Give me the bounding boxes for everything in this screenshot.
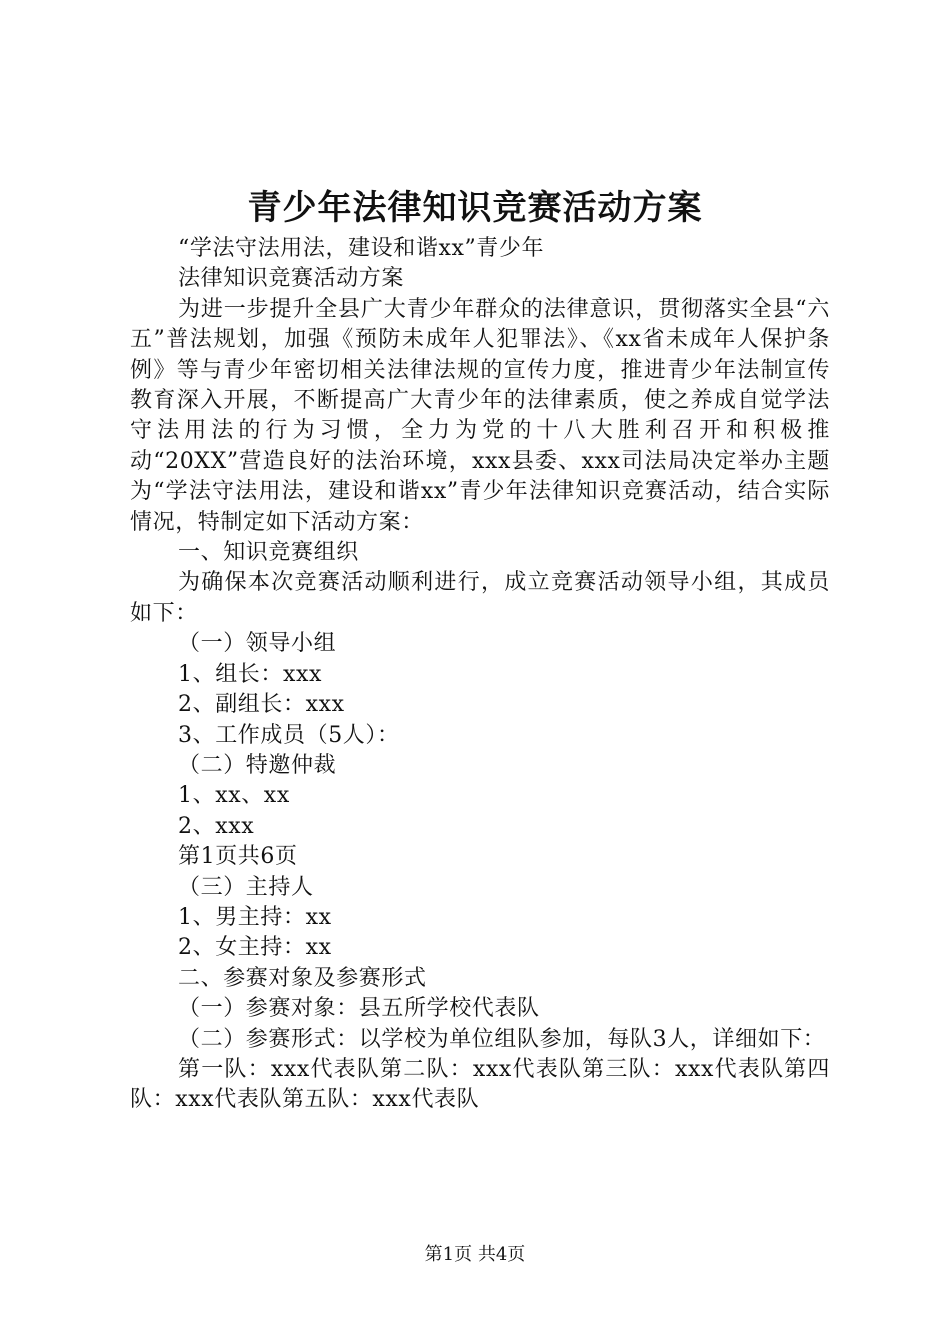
list-item: 2、xxx	[178, 813, 255, 839]
list-item: 1、男主持：xx	[178, 904, 332, 930]
list-item: 3、工作成员（5人）：	[178, 722, 400, 748]
teams-list: 第一队：xxx代表队第二队：xxx代表队第三队：xxx代表队第四队：xxx代表队第五队：xxx代表队	[130, 1056, 830, 1113]
page-footer: 第1页 共4页	[424, 1244, 526, 1265]
intro-paragraph: 为进一步提升全县广大青少年群众的法律意识，贯彻落实全县“六五”普法规划，加强《预防未成年人犯罪法》、《xx省未成年人保护条例》等与青少年密切相关法律法规的宣传力度，推进青少年法制宣传教育深入开展，不断提高广大青少年的法律素质，使之养成自觉学法守法用法的行为习惯，全力为党的十八大胜利召开和积极推动“20XX”营造良好的法治环境，xxx县委、xxx司法局决定举办主题为“学法守法用法，建设和谐xx”青少年法律知识竞赛活动，结合实际情况，特制定如下活动方案：	[130, 296, 830, 535]
inline-page-marker: 第1页共6页	[178, 844, 298, 870]
list-item: 2、女主持：xx	[178, 935, 332, 961]
section-heading-participants: 二、参赛对象及参赛形式	[178, 965, 427, 991]
subtitle-line-1: “学法守法用法，建设和谐xx”青少年	[178, 236, 545, 261]
section-heading-organization: 一、知识竞赛组织	[178, 540, 359, 566]
subsection-arbitration: （二）特邀仲裁	[178, 752, 337, 778]
organization-paragraph: 为确保本次竞赛活动顺利进行，成立竞赛活动领导小组，其成员如下：	[130, 570, 830, 626]
participants-target: （一）参赛对象：县五所学校代表队	[178, 996, 540, 1022]
subsection-hosts: （三）主持人	[178, 874, 314, 900]
document-title: 青少年法律知识竞赛活动方案	[247, 188, 703, 228]
list-item: 2、副组长：xxx	[178, 692, 345, 718]
subsection-leadership: （一）领导小组	[178, 631, 337, 657]
list-item: 1、xx、xx	[178, 783, 290, 809]
list-item: 1、组长：xxx	[178, 661, 323, 687]
document-body	[130, 234, 830, 1116]
participants-format: （二）参赛形式：以学校为单位组队参加，每队3人，详细如下：	[178, 1026, 826, 1052]
subtitle-line-2: 法律知识竞赛活动方案	[178, 266, 405, 292]
